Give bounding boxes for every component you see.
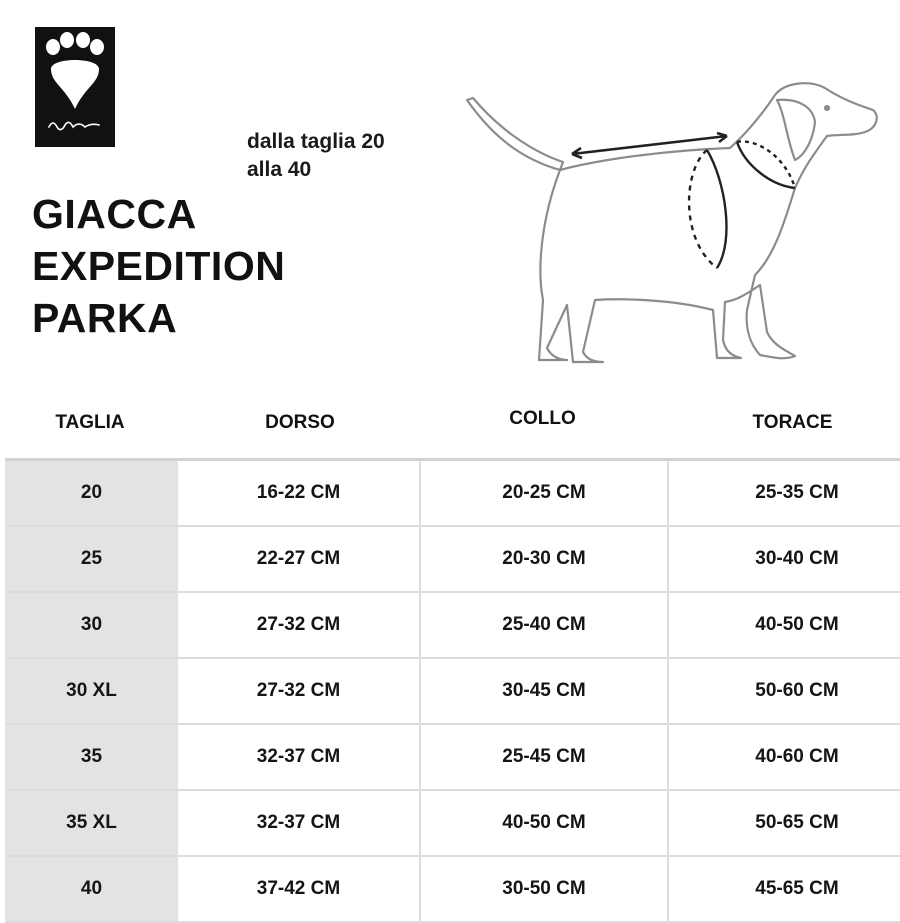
cell-taglia: 30 xyxy=(5,593,178,657)
product-title-line-1: GIACCA xyxy=(32,191,197,237)
paw-print-icon xyxy=(35,27,115,147)
cell-taglia: 30 XL xyxy=(5,659,178,723)
cell-taglia: 25 xyxy=(5,527,178,591)
product-title-line-3: PARKA xyxy=(32,295,178,341)
size-table xyxy=(5,458,900,923)
column-header-taglia: TAGLIA xyxy=(55,412,125,433)
cell-taglia: 20 xyxy=(5,461,178,525)
size-range-line-1: dalla taglia 20 xyxy=(247,130,385,153)
column-header-dorso: DORSO xyxy=(265,412,335,433)
brand-logo xyxy=(35,27,115,147)
cell-collo: 25-45 CM xyxy=(421,725,669,789)
cell-torace: 45-65 CM xyxy=(755,878,839,899)
cell-taglia: 35 xyxy=(5,725,178,789)
cell-collo: 30-50 CM xyxy=(421,857,669,921)
cell-torace: 50-65 CM xyxy=(755,812,839,833)
cell-collo: 30-45 CM xyxy=(421,659,669,723)
dog-measurement-illustration xyxy=(455,70,890,375)
table-row xyxy=(5,527,900,593)
cell-collo: 25-40 CM xyxy=(421,593,669,657)
cell-collo: 20-30 CM xyxy=(421,527,669,591)
cell-dorso: 27-32 CM xyxy=(178,659,421,723)
cell-torace: 25-35 CM xyxy=(755,482,839,503)
cell-dorso: 32-37 CM xyxy=(178,725,421,789)
size-range-line-2: alla 40 xyxy=(247,158,312,181)
cell-torace: 50-60 CM xyxy=(755,680,839,701)
cell-dorso: 27-32 CM xyxy=(178,593,421,657)
cell-taglia: 35 XL xyxy=(5,791,178,855)
table-row xyxy=(5,725,900,791)
dog-outline-icon xyxy=(455,70,890,375)
product-title xyxy=(32,188,285,344)
cell-collo: 40-50 CM xyxy=(421,791,669,855)
size-range-note xyxy=(247,128,385,184)
table-row xyxy=(5,857,900,923)
product-title-line-2: EXPEDITION xyxy=(32,243,286,289)
table-row xyxy=(5,593,900,659)
column-header-collo: COLLO xyxy=(509,408,576,429)
table-row xyxy=(5,791,900,857)
cell-dorso: 37-42 CM xyxy=(178,857,421,921)
cell-dorso: 22-27 CM xyxy=(178,527,421,591)
size-table-header xyxy=(0,400,900,445)
cell-torace: 30-40 CM xyxy=(755,548,839,569)
table-row xyxy=(5,461,900,527)
cell-torace: 40-50 CM xyxy=(755,614,839,635)
cell-dorso: 16-22 CM xyxy=(178,461,421,525)
cell-collo: 20-25 CM xyxy=(421,461,669,525)
table-row xyxy=(5,659,900,725)
cell-taglia: 40 xyxy=(5,857,178,921)
column-header-torace: TORACE xyxy=(752,412,833,433)
cell-torace: 40-60 CM xyxy=(755,746,839,767)
cell-dorso: 32-37 CM xyxy=(178,791,421,855)
